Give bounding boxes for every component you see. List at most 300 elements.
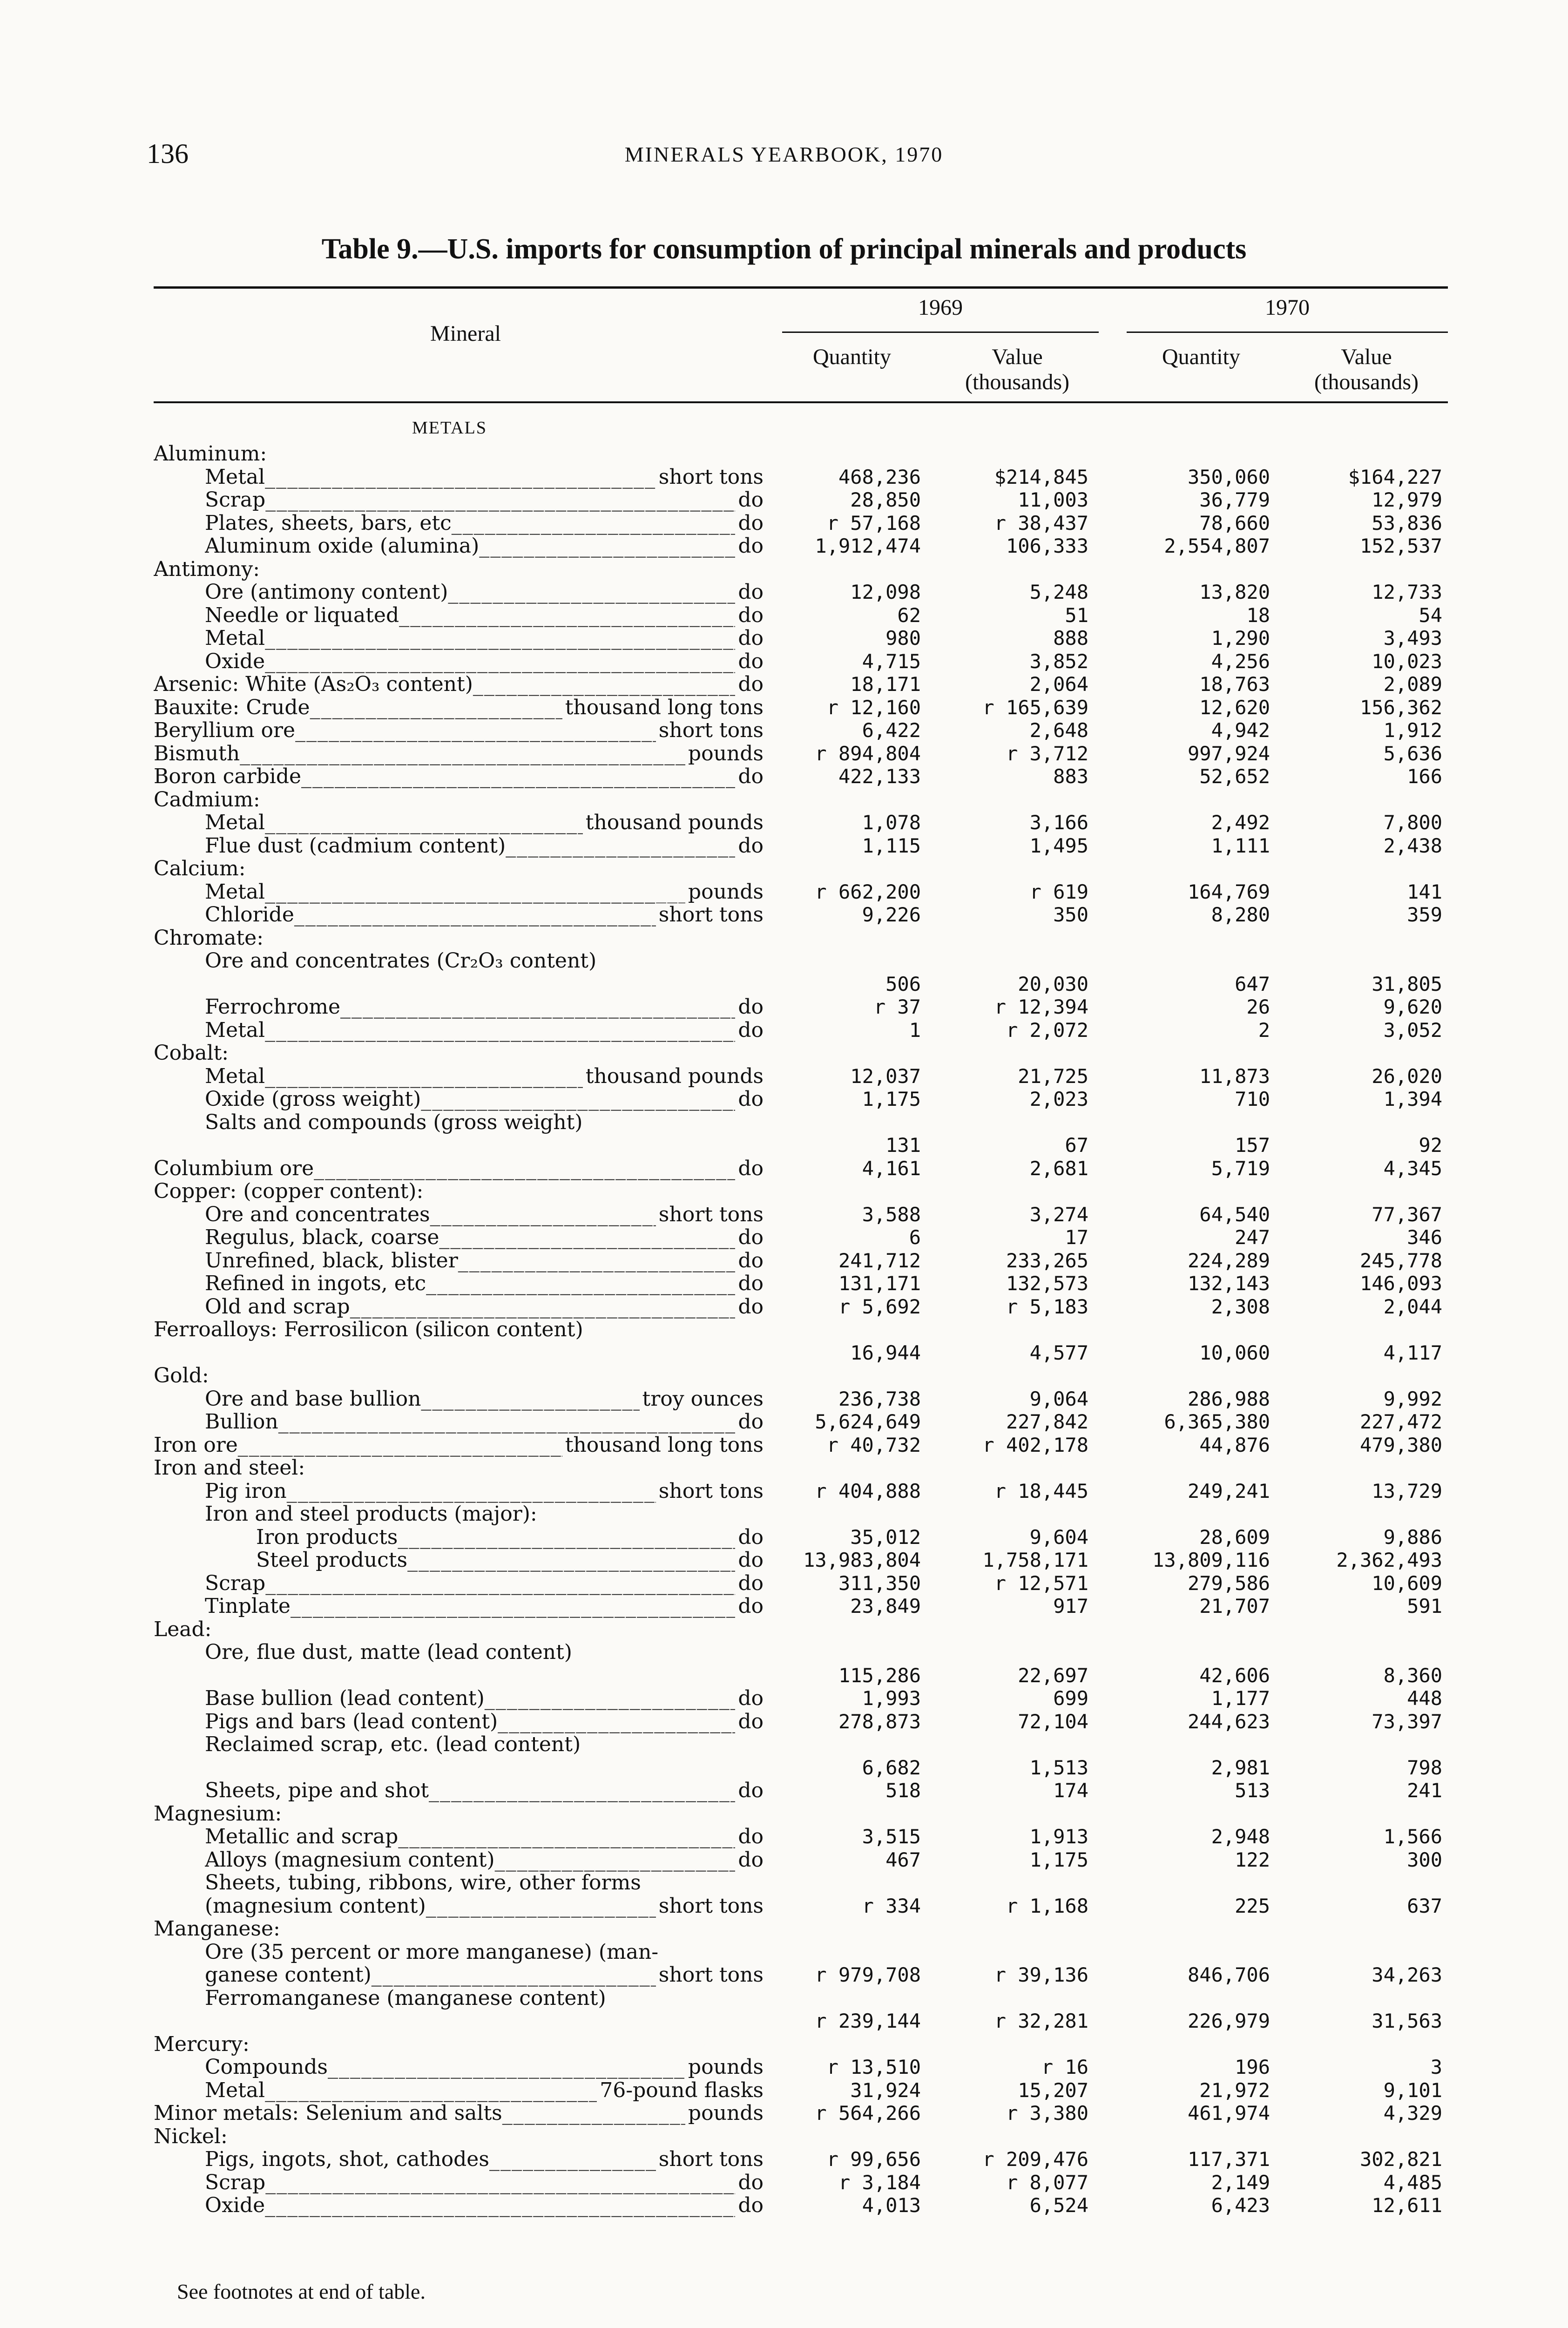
table-row	[0, 1272, 1568, 1295]
cell-value-1969: 1,495	[1029, 834, 1088, 857]
row-label-text: Ferrochrome _____	[205, 995, 764, 1019]
cell-value-1970: 2,044	[1383, 1295, 1442, 1318]
row-label-text: Cadmium:	[154, 788, 260, 812]
table-row	[0, 1157, 1568, 1180]
row-label	[256, 1549, 764, 1572]
row-label-text: Metal _____	[205, 2079, 764, 2102]
table-row	[0, 1480, 1568, 1503]
cell-value-1970: 34,263	[1372, 1963, 1442, 1986]
cell-quantity-1969: 12,098	[850, 581, 921, 603]
row-label	[205, 1088, 764, 1111]
cell-value-1970: 73,397	[1372, 1710, 1442, 1733]
table-row	[0, 1848, 1568, 1872]
cell-quantity-1969: 13,983,804	[803, 1549, 921, 1571]
table-row	[0, 1687, 1568, 1710]
row-unit: pounds	[685, 880, 764, 904]
row-unit: do	[735, 535, 764, 558]
row-label	[205, 2079, 764, 2102]
cell-value-1969: 1,758,171	[982, 1549, 1088, 1571]
row-label	[154, 442, 764, 466]
row-unit: pounds	[685, 2056, 764, 2079]
row-label-text: Alloys (magnesium content) _____	[205, 1848, 764, 1872]
cell-value-1970: 4,485	[1383, 2171, 1442, 2194]
cell-quantity-1969: r 99,656	[826, 2148, 921, 2171]
cell-value-1969: r 16	[1041, 2056, 1088, 2078]
row-unit: do	[735, 765, 764, 788]
cell-value-1970: 31,805	[1372, 972, 1442, 995]
cell-value-1970: 10,609	[1372, 1571, 1442, 1595]
row-label-text: Ore (antimony content) _____	[205, 581, 764, 604]
cell-quantity-1969: 1,993	[862, 1687, 921, 1710]
table-row	[0, 1779, 1568, 1802]
row-label-text: Flue dust (cadmium content) _____	[205, 834, 764, 858]
table-row	[0, 535, 1568, 558]
cell-quantity-1969: 236,738	[838, 1387, 921, 1410]
row-label-text: Needle or liquated _____	[205, 604, 764, 627]
cell-quantity-1969: r 12,160	[826, 696, 921, 719]
row-unit: do	[735, 995, 764, 1019]
row-label	[205, 2194, 764, 2217]
table-row	[0, 1756, 1568, 1780]
row-label-text: Pigs and bars (lead content) _____	[205, 1710, 764, 1733]
cell-quantity-1970: 78,660	[1199, 511, 1270, 535]
row-label	[205, 1203, 764, 1226]
row-label	[205, 949, 764, 973]
row-label-text: Old and scrap _____	[205, 1295, 764, 1319]
cell-quantity-1970: 8,280	[1211, 903, 1270, 926]
cell-quantity-1970: 513	[1235, 1779, 1270, 1802]
table-row	[0, 1387, 1568, 1411]
row-label-text: Beryllium ore _____	[154, 719, 764, 742]
row-label-text: Ferroalloys: Ferrosilicon (silicon content)	[154, 1318, 583, 1341]
table-row	[0, 1895, 1568, 1918]
cell-quantity-1969: 241,712	[838, 1249, 921, 1272]
table-row	[0, 973, 1568, 996]
row-label	[205, 650, 764, 673]
row-label-text: Sheets, pipe and shot _____	[205, 1779, 764, 1802]
table-row	[0, 2125, 1568, 2148]
row-label	[205, 1848, 764, 1872]
table-row	[0, 949, 1568, 973]
header-value-label: Value	[1341, 345, 1392, 369]
header-value-1970	[1285, 345, 1448, 395]
cell-value-1970: 1,566	[1383, 1825, 1442, 1848]
table-row	[0, 995, 1568, 1019]
cell-value-1970: 156,362	[1359, 696, 1442, 719]
row-unit: do	[735, 673, 764, 696]
row-label-text: Metal _____	[205, 627, 764, 650]
row-label-text: Bismuth _____	[154, 742, 764, 765]
row-unit: short tons	[656, 1203, 764, 1226]
cell-value-1970: 53,836	[1372, 511, 1442, 535]
cell-value-1969: 22,697	[1018, 1664, 1088, 1687]
cell-quantity-1969: 12,037	[850, 1064, 921, 1088]
cell-quantity-1970: 350,060	[1187, 465, 1270, 488]
row-label	[205, 2056, 764, 2079]
table-row	[0, 604, 1568, 627]
cell-quantity-1969: 3,515	[862, 1825, 921, 1848]
cell-value-1970: 31,563	[1372, 2010, 1442, 2032]
table-row	[0, 2056, 1568, 2079]
row-label	[205, 627, 764, 650]
row-unit: do	[735, 581, 764, 604]
table-row	[0, 1111, 1568, 1134]
row-label	[205, 1387, 764, 1411]
cell-quantity-1969: 980	[885, 627, 921, 650]
row-unit: do	[735, 1526, 764, 1549]
cell-quantity-1969: 1,115	[862, 834, 921, 857]
cell-quantity-1969: 468,236	[838, 465, 921, 488]
cell-quantity-1969: 62	[897, 603, 921, 627]
header-bottom-rule	[154, 401, 1448, 403]
cell-quantity-1970: 164,769	[1187, 880, 1270, 903]
cell-quantity-1970: 64,540	[1199, 1203, 1270, 1226]
row-unit: short tons	[656, 2148, 764, 2171]
cell-value-1969: 132,573	[1006, 1272, 1088, 1295]
row-unit: do	[735, 1157, 764, 1180]
row-label	[154, 2033, 764, 2056]
table-row	[0, 696, 1568, 719]
cell-quantity-1970: 117,371	[1187, 2148, 1270, 2171]
table-row	[0, 1802, 1568, 1826]
cell-value-1970: 92	[1419, 1134, 1442, 1157]
row-unit: do	[735, 2194, 764, 2217]
row-label	[205, 2171, 764, 2194]
header-quantity-1970: Quantity	[1162, 345, 1240, 369]
cell-value-1969: 1,913	[1029, 1825, 1088, 1848]
cell-value-1969: 3,166	[1029, 811, 1088, 834]
row-label	[154, 558, 764, 581]
row-unit: do	[735, 1825, 764, 1848]
cell-quantity-1970: 226,979	[1187, 2010, 1270, 2032]
cell-value-1969: r 402,178	[982, 1433, 1088, 1456]
cell-quantity-1969: 1,078	[862, 811, 921, 834]
cell-quantity-1969: 115,286	[838, 1664, 921, 1687]
page-number: 136	[147, 138, 189, 169]
table-row	[0, 1733, 1568, 1756]
cell-value-1970: 479,380	[1359, 1433, 1442, 1456]
row-label	[205, 1111, 764, 1134]
cell-quantity-1969: r 662,200	[815, 880, 921, 903]
cell-value-1969: r 3,712	[1006, 742, 1088, 765]
cell-value-1970: 5,636	[1383, 742, 1442, 765]
cell-value-1969: 9,064	[1029, 1387, 1088, 1410]
row-label	[205, 1272, 764, 1295]
cell-quantity-1970: 44,876	[1199, 1433, 1270, 1456]
row-label-text: Metal _____	[205, 1065, 764, 1088]
table-row	[0, 1941, 1568, 1964]
cell-value-1969: 2,064	[1029, 673, 1088, 696]
cell-quantity-1969: 278,873	[838, 1710, 921, 1733]
table-row	[0, 2171, 1568, 2194]
row-unit: pounds	[685, 742, 764, 765]
cell-value-1969: 233,265	[1006, 1249, 1088, 1272]
row-label	[154, 2102, 764, 2125]
cell-value-1970: 300	[1407, 1848, 1442, 1871]
cell-value-1969: 51	[1065, 603, 1088, 627]
row-label	[154, 2125, 764, 2148]
cell-quantity-1970: 647	[1235, 972, 1270, 995]
cell-value-1970: 3,493	[1383, 627, 1442, 650]
table-row	[0, 1180, 1568, 1203]
cell-quantity-1970: 279,586	[1187, 1571, 1270, 1595]
cell-value-1969: r 3,380	[1006, 2102, 1088, 2125]
cell-quantity-1969: 6,422	[862, 719, 921, 742]
table-row	[0, 1226, 1568, 1249]
row-unit: do	[735, 1249, 764, 1272]
cell-quantity-1970: 21,707	[1199, 1595, 1270, 1617]
cell-value-1970: 54	[1419, 603, 1442, 627]
row-unit: do	[735, 1295, 764, 1319]
cell-quantity-1969: 5,624,649	[815, 1410, 921, 1433]
table-row	[0, 1134, 1568, 1157]
cell-quantity-1970: 13,820	[1199, 581, 1270, 603]
cell-value-1970: 591	[1407, 1595, 1442, 1617]
table-row	[0, 512, 1568, 535]
table-row	[0, 650, 1568, 673]
row-label-text: Tinplate _____	[205, 1595, 764, 1618]
cell-quantity-1969: 518	[885, 1779, 921, 1802]
cell-quantity-1970: 5,719	[1211, 1157, 1270, 1180]
table-row	[0, 1664, 1568, 1687]
table-row	[0, 1618, 1568, 1641]
cell-quantity-1969: r 564,266	[815, 2102, 921, 2125]
table-row	[0, 1318, 1568, 1341]
row-label-text: Metal _____	[205, 466, 764, 489]
cell-quantity-1969: 4,013	[862, 2194, 921, 2217]
cell-quantity-1969: 1,175	[862, 1088, 921, 1110]
cell-value-1969: 1,513	[1029, 1756, 1088, 1779]
cell-quantity-1970: 12,620	[1199, 696, 1270, 719]
row-label-text: Lead:	[154, 1617, 212, 1641]
row-unit: do	[735, 1088, 764, 1111]
cell-value-1970: 1,912	[1383, 719, 1442, 742]
row-label	[205, 1019, 764, 1042]
table-row	[0, 1410, 1568, 1434]
cell-quantity-1970: 122	[1235, 1848, 1270, 1871]
cell-value-1969: 17	[1065, 1226, 1088, 1249]
row-unit: thousand long tons	[562, 696, 764, 719]
cell-quantity-1970: 132,143	[1187, 1272, 1270, 1295]
cell-value-1969: 2,681	[1029, 1157, 1088, 1180]
row-label-text: Ore and base bullion _____	[205, 1387, 764, 1411]
cell-value-1969: 6,524	[1029, 2194, 1088, 2217]
cell-quantity-1970: 249,241	[1187, 1479, 1270, 1502]
row-label	[256, 1526, 764, 1549]
cell-value-1969: 1,175	[1029, 1848, 1088, 1871]
row-unit: short tons	[656, 903, 764, 927]
row-unit: do	[735, 650, 764, 673]
table-row	[0, 2194, 1568, 2217]
row-label-text: Sheets, tubing, ribbons, wire, other forms	[205, 1871, 641, 1895]
cell-value-1969: 11,003	[1018, 488, 1088, 511]
cell-value-1969: 2,648	[1029, 719, 1088, 742]
cell-value-1969: 917	[1053, 1595, 1088, 1617]
cell-value-1969: 5,248	[1029, 581, 1088, 603]
cell-quantity-1970: 286,988	[1187, 1387, 1270, 1410]
cell-value-1970: 12,611	[1372, 2194, 1442, 2217]
cell-value-1970: 12,979	[1372, 488, 1442, 511]
cell-value-1969: 15,207	[1018, 2078, 1088, 2102]
cell-value-1970: 4,345	[1383, 1157, 1442, 1180]
cell-quantity-1969: 31,924	[850, 2078, 921, 2102]
row-label-text: Scrap _____	[205, 488, 764, 512]
cell-quantity-1969: r 3,184	[838, 2171, 921, 2194]
cell-value-1970: 227,472	[1359, 1410, 1442, 1433]
cell-value-1970: 12,733	[1372, 581, 1442, 603]
cell-value-1970: 346	[1407, 1226, 1442, 1249]
cell-quantity-1969: 4,161	[862, 1157, 921, 1180]
cell-quantity-1970: 18	[1246, 603, 1270, 627]
table-row	[0, 1917, 1568, 1941]
cell-quantity-1969: 131	[885, 1134, 921, 1157]
table-row	[0, 927, 1568, 950]
row-unit: do	[735, 1226, 764, 1249]
row-label	[205, 1963, 764, 1987]
cell-value-1970: 9,886	[1383, 1525, 1442, 1549]
table-row	[0, 673, 1568, 696]
table-row	[0, 1088, 1568, 1111]
row-label	[205, 1779, 764, 1802]
cell-value-1970: 448	[1407, 1687, 1442, 1710]
cell-value-1969: r 18,445	[994, 1479, 1088, 1502]
cell-value-1970: $164,227	[1348, 465, 1442, 488]
row-unit: thousand pounds	[583, 811, 764, 834]
row-unit: short tons	[656, 719, 764, 742]
table-row	[0, 834, 1568, 858]
row-label	[205, 1249, 764, 1272]
table-top-rule	[154, 286, 1448, 289]
table-row	[0, 2079, 1568, 2102]
row-label-text: Metal _____	[205, 811, 764, 834]
footnote: See footnotes at end of table.	[177, 2280, 426, 2303]
row-unit: do	[735, 1019, 764, 1042]
header-thousands-label: (thousands)	[965, 370, 1069, 394]
row-label	[205, 466, 764, 489]
cell-quantity-1969: 311,350	[838, 1571, 921, 1595]
year-1970-rule	[1127, 332, 1448, 333]
row-label-text: Iron ore _____	[154, 1434, 764, 1457]
row-unit: do	[735, 1779, 764, 1802]
cell-value-1969: 699	[1053, 1687, 1088, 1710]
cell-value-1969: 72,104	[1018, 1710, 1088, 1733]
header-value-label: Value	[992, 345, 1043, 369]
row-label	[154, 719, 764, 742]
row-label	[205, 1825, 764, 1848]
row-label	[154, 1318, 764, 1341]
cell-value-1969: 4,577	[1029, 1341, 1088, 1364]
cell-quantity-1970: 1,111	[1211, 834, 1270, 857]
header-year-1970: 1970	[1265, 295, 1310, 320]
row-label	[205, 834, 764, 858]
cell-quantity-1970: 18,763	[1199, 673, 1270, 696]
cell-quantity-1970: 28,609	[1199, 1525, 1270, 1549]
cell-value-1970: 3,052	[1383, 1018, 1442, 1042]
cell-quantity-1970: 2,308	[1211, 1295, 1270, 1318]
row-label	[154, 927, 764, 950]
table-row	[0, 627, 1568, 650]
row-label-text: Gold:	[154, 1364, 209, 1387]
row-label-text: Arsenic: White (As₂O₃ content) _____	[154, 673, 764, 696]
row-label	[205, 2148, 764, 2171]
cell-quantity-1970: 10,060	[1199, 1341, 1270, 1364]
row-label-text: Aluminum oxide (alumina) _____	[205, 535, 764, 558]
table-title: Table 9.—U.S. imports for consumption of principal minerals and products	[321, 233, 1247, 265]
table-row	[0, 1203, 1568, 1226]
cell-quantity-1970: 42,606	[1199, 1664, 1270, 1687]
cell-value-1970: 26,020	[1372, 1064, 1442, 1088]
cell-value-1970: 241	[1407, 1779, 1442, 1802]
cell-value-1970: 166	[1407, 765, 1442, 788]
cell-quantity-1969: r 894,804	[815, 742, 921, 765]
row-unit: do	[735, 1572, 764, 1595]
row-label	[205, 512, 764, 535]
cell-quantity-1970: 2,948	[1211, 1825, 1270, 1848]
row-label	[154, 857, 764, 880]
header-mineral: Mineral	[430, 321, 501, 346]
cell-value-1969: r 12,571	[994, 1571, 1088, 1595]
row-label	[154, 1434, 764, 1457]
row-label-text: Oxide _____	[205, 2194, 764, 2217]
cell-quantity-1970: 1,177	[1211, 1687, 1270, 1710]
cell-quantity-1969: 35,012	[850, 1525, 921, 1549]
cell-value-1969: 2,023	[1029, 1088, 1088, 1110]
row-label	[154, 1157, 764, 1180]
row-label-text: Oxide _____	[205, 650, 764, 673]
row-unit: troy ounces	[640, 1387, 764, 1411]
row-label-text: Iron and steel:	[154, 1456, 305, 1480]
row-label	[154, 765, 764, 788]
row-label	[205, 880, 764, 904]
row-unit: do	[735, 1595, 764, 1618]
cell-quantity-1970: 157	[1235, 1134, 1270, 1157]
cell-quantity-1970: 2,149	[1211, 2171, 1270, 2194]
cell-value-1970: 3	[1430, 2056, 1442, 2078]
cell-quantity-1970: 224,289	[1187, 1249, 1270, 1272]
row-label	[154, 1802, 764, 1826]
cell-value-1970: 77,367	[1372, 1203, 1442, 1226]
row-label	[205, 1710, 764, 1733]
cell-value-1970: 141	[1407, 880, 1442, 903]
table-row	[0, 903, 1568, 927]
row-unit: do	[735, 1710, 764, 1733]
cell-value-1970: 359	[1407, 903, 1442, 926]
table-row	[0, 1963, 1568, 1987]
row-label	[205, 1871, 764, 1895]
table-row	[0, 1710, 1568, 1733]
cell-quantity-1969: 6	[909, 1226, 921, 1249]
cell-value-1970: 9,620	[1383, 995, 1442, 1018]
cell-value-1969: r 619	[1029, 880, 1088, 903]
cell-quantity-1969: 506	[885, 972, 921, 995]
row-label-text: Boron carbide _____	[154, 765, 764, 788]
cell-value-1970: 2,089	[1383, 673, 1442, 696]
row-label	[205, 1641, 764, 1664]
row-label	[205, 1941, 764, 1964]
cell-value-1969: r 8,077	[1006, 2171, 1088, 2194]
row-label-text: Reclaimed scrap, etc. (lead content)	[205, 1733, 581, 1756]
cell-quantity-1969: r 404,888	[815, 1479, 921, 1502]
row-label	[154, 788, 764, 812]
cell-quantity-1969: 1,912,474	[815, 535, 921, 557]
cell-quantity-1970: 2,492	[1211, 811, 1270, 834]
table-row	[0, 1825, 1568, 1848]
row-label	[205, 995, 764, 1019]
row-unit: short tons	[656, 1895, 764, 1918]
row-label-text: Ore and concentrates _____	[205, 1203, 764, 1226]
cell-quantity-1969: 467	[885, 1848, 921, 1871]
cell-value-1969: r 32,281	[994, 2010, 1088, 2032]
